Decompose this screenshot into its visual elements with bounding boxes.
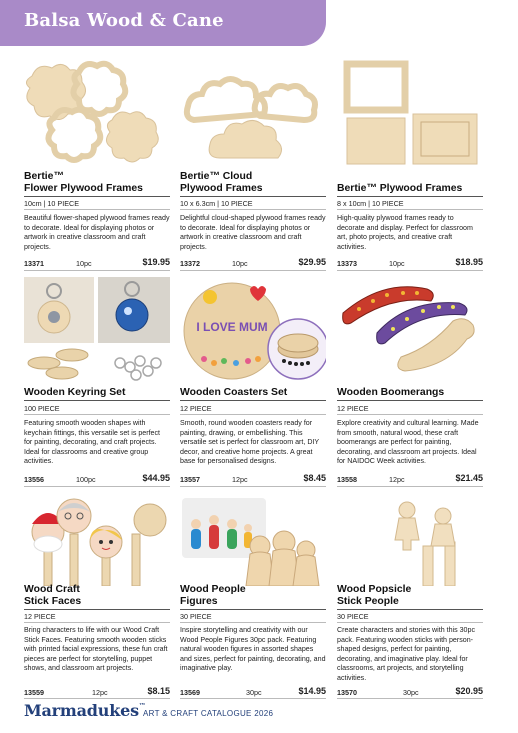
product-image-people-figures [180, 494, 326, 586]
product-card-keyring-set [24, 277, 170, 489]
divider [24, 196, 170, 197]
product-name: Bertie™ Plywood Frames [337, 183, 463, 194]
product-quantity: 10pc [389, 259, 405, 268]
product-code: 13371 [24, 259, 44, 268]
product-card-people-figures [180, 494, 326, 700]
product-code: 13570 [337, 688, 357, 697]
product-description: Explore creativity and cultural learning. Made from smooth, natural wood, these craft boomerangs are perfect for painting, decorating, and classroom art projects. Ideal for NAIDOC Week activities. [337, 419, 479, 466]
divider [180, 486, 326, 487]
divider [180, 400, 326, 401]
divider [180, 622, 326, 623]
product-size: 30 PIECE [337, 612, 369, 621]
divider [337, 400, 483, 401]
product-card-popsicle-people [337, 494, 483, 700]
product-code: 13557 [180, 475, 200, 484]
divider [24, 270, 170, 271]
product-size: 8 x 10cm | 10 PIECE [337, 199, 404, 208]
product-size: 10cm | 10 PIECE [24, 199, 79, 208]
product-price: $14.95 [298, 686, 326, 696]
product-quantity: 100pc [76, 475, 96, 484]
divider [337, 486, 483, 487]
product-price: $8.15 [147, 686, 170, 696]
product-description: Delightful cloud-shaped plywood frames ready to decorate. Ideal for displaying photos or artwork in creative classroom and craft projects. [180, 214, 326, 251]
product-card-stick-faces [24, 494, 170, 700]
product-quantity: 12pc [389, 475, 405, 484]
divider [337, 609, 483, 610]
divider [24, 486, 170, 487]
divider [180, 414, 326, 415]
product-name-line1: Wood Popsicle [337, 584, 412, 595]
divider [24, 400, 170, 401]
product-name-line2: Plywood Frames [180, 183, 263, 194]
product-name-line1: Bertie™ [24, 171, 64, 182]
product-image-popsicle-people [337, 494, 483, 586]
coaster-sign-text: I LOVE MUM [196, 320, 268, 334]
brand-logo [24, 701, 146, 720]
divider [24, 609, 170, 610]
product-name-line2: Figures [180, 596, 218, 607]
product-code: 13373 [337, 259, 357, 268]
product-size: 100 PIECE [24, 404, 60, 413]
divider [24, 209, 170, 210]
product-price: $29.95 [298, 257, 326, 267]
product-card-cloud-frames [180, 58, 326, 272]
product-image-keyring-set [24, 277, 170, 385]
divider [180, 270, 326, 271]
divider [180, 698, 326, 699]
divider [337, 209, 483, 210]
product-quantity: 10pc [232, 259, 248, 268]
product-card-coasters-set [180, 277, 326, 489]
product-size: 12 PIECE [24, 612, 56, 621]
product-name-line1: Bertie™ Cloud [180, 171, 253, 182]
divider [337, 698, 483, 699]
section-header-banner [0, 0, 326, 46]
product-description: High-quality plywood frames ready to decorate and display. Perfect for classroom art, photo projects, and creative craft activities. [337, 214, 473, 251]
product-price: $44.95 [142, 473, 170, 483]
product-price: $18.95 [455, 257, 483, 267]
product-name-line1: Wood People [180, 584, 246, 595]
brand-name: Marmadukes [24, 701, 139, 720]
product-size: 30 PIECE [180, 612, 212, 621]
product-quantity: 30pc [246, 688, 262, 697]
product-code: 13569 [180, 688, 200, 697]
catalogue-title: ART & CRAFT CATALOGUE 2026 [143, 709, 274, 718]
divider [180, 609, 326, 610]
section-title: Balsa Wood & Cane [24, 10, 224, 31]
product-card-boomerangs [337, 277, 483, 489]
product-image-cloud-frames [180, 58, 326, 166]
divider [24, 414, 170, 415]
divider [180, 209, 326, 210]
product-name: Wooden Boomerangs [337, 387, 445, 398]
product-image-plywood-frames [337, 58, 483, 166]
product-quantity: 12pc [232, 475, 248, 484]
product-size: 12 PIECE [180, 404, 212, 413]
product-price: $20.95 [455, 686, 483, 696]
brand-trademark: ™ [138, 701, 146, 710]
product-description: Bring characters to life with our Wood Craft Stick Faces. Featuring smooth wooden sticks with printed facial expressions, these fun craft pieces are perfect for storytelling, puppet shows, and classroom art projects. [24, 626, 168, 673]
product-name-line2: Stick Faces [24, 596, 82, 607]
product-name-line2: Stick People [337, 596, 399, 607]
product-image-coasters-set [180, 277, 326, 385]
product-description: Featuring smooth wooden shapes with keychain fittings, this versatile set is perfect for painting, decorating, and craft projects. Ideal for classrooms and creative group activities. [24, 419, 161, 466]
product-description: Smooth, round wooden coasters ready for painting, drawing, or embellishing. This versatile set is perfect for classroom art, DIY decor, and creative home projects. A great base for personalised designs. [180, 419, 320, 466]
product-card-plywood-frames [337, 58, 483, 272]
product-description: Beautiful flower-shaped plywood frames ready to decorate. Ideal for displaying photos or artwork in creative classroom and craft projects. [24, 214, 170, 251]
product-price: $8.45 [303, 473, 326, 483]
product-price: $21.45 [455, 473, 483, 483]
product-image-boomerangs [337, 277, 483, 385]
divider [337, 196, 483, 197]
product-size: 12 PIECE [337, 404, 369, 413]
product-name: Wooden Coasters Set [180, 387, 288, 398]
product-quantity: 12pc [92, 688, 108, 697]
product-price: $19.95 [142, 257, 170, 267]
divider [24, 698, 170, 699]
product-quantity: 10pc [76, 259, 92, 268]
product-card-flower-frames [24, 58, 170, 272]
product-image-flower-frames [24, 58, 170, 166]
product-quantity: 30pc [403, 688, 419, 697]
product-code: 13559 [24, 688, 44, 697]
divider [337, 414, 483, 415]
product-code: 13372 [180, 259, 200, 268]
product-code: 13556 [24, 475, 44, 484]
product-description: Inspire storytelling and creativity with our Wood People Figures 30pc pack. Featuring natural wooden figures in assorted shapes and sizes, perfect for painting, decorating, and imaginative play. [180, 626, 326, 673]
product-description: Create characters and stories with this 30pc pack. Featuring wooden sticks with person-shaped designs, perfect for painting, decorating, and imaginative play. Ideal for classrooms, art projects, and storytelling activities. [337, 626, 475, 682]
divider [180, 196, 326, 197]
product-name-line2: Flower Plywood Frames [24, 183, 143, 194]
divider [337, 270, 483, 271]
product-code: 13558 [337, 475, 357, 484]
product-name: Wooden Keyring Set [24, 387, 126, 398]
product-image-stick-faces [24, 494, 170, 586]
divider [337, 622, 483, 623]
product-name-line1: Wood Craft [24, 584, 80, 595]
product-size: 10 x 6.3cm | 10 PIECE [180, 199, 253, 208]
divider [24, 622, 170, 623]
